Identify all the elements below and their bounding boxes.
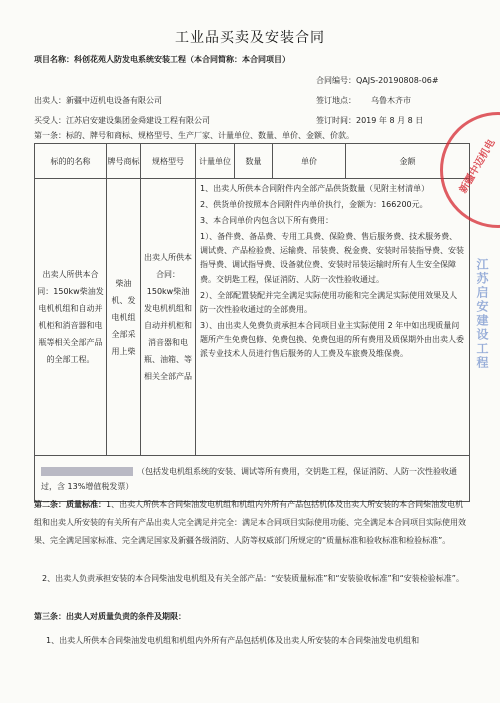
goods-table [34,143,470,502]
sign-place-label: 签订地点： [316,96,356,105]
header-brand: 牌号商标 [107,144,141,179]
header-unit-price: 单价 [273,144,346,179]
buyer: 买受人：江苏启安建设集团金舜建设工程有限公司 [34,116,210,125]
term-item: 2）、全部配置装配并完全满足实际使用功能和完全满足实际使用效果及人防一次性验收通过的全部费用。 [200,290,458,314]
total-text: （包括发电机组系统的安装、调试等所有费用，交钥匙工程，保证消防、人防一次性验收通过，含 13%增值税发票） [41,466,457,491]
brand-cell: 柴油机、发电机组全部采用上柴 [107,179,141,456]
clause1-heading: 第一条：标的、牌号和商标、规格型号、生产厂家、计量单位、数量、单价、金额、价款。 [34,131,354,140]
header-unit: 计量单位 [196,144,235,179]
total-row [35,456,470,502]
seal-text: 新疆中迈机电 [457,137,498,196]
sign-time: 签订时间：2019 年 8 月 8 日 [316,116,424,125]
term-item: 1、出卖人所供本合同附件内全部产品供货数量（见附主材清单） [200,184,430,193]
contract-number: 合同编号：QAJS-20190808-06# [316,76,439,85]
header-spec: 规格型号 [141,144,196,179]
clause2-paragraph-2 [34,570,470,588]
term-item: 3、本合同单价内包含以下所有费用： [200,216,334,226]
spec-cell: 出卖人所供本合同：150kw柴油发电机机组和自动并机柜和消音器和电瓶、油箱、等相关全部产品 [141,179,196,456]
term-item: 2、供货单价按照本合同附件内单价执行，金额为：166200元。 [200,200,428,210]
header-subject: 标的的名称 [35,144,107,179]
clause3-text: 1、出卖人所供本合同柴油发电机组和机组内外所有产品包括机体及出卖人所安装的本合同柴油发电机组和 [46,636,420,645]
project-name: 项目名称：科创花苑人防发电系统安装工程（本合同简称：本合同项目） [34,55,290,64]
header-quantity: 数量 [235,144,273,179]
header-amount: 金额 [346,144,470,179]
redaction-block [41,467,133,476]
term-item: 1）、备件费、备品费、专用工具费、保险费、售后服务费、技术服务费、调试费、产品检验费、运输费、吊装费、税金费、安装时吊装指导费、安装指导费、调试指导费、设备就位费、安装时吊装运输时所有人生安全保障费。交钥匙工程，保证消防、人防一次性验收通过。 [200,232,464,284]
subject-cell: 出卖人所供本合同：150kw柴油发电机机组和自动并机柜和消音器和电瓶等相关全部产品的全部工程。 [35,179,107,456]
seller: 出卖人：新疆中迈机电设备有限公司 [34,96,162,105]
terms-cell [196,179,470,456]
clause2-heading: 第二条：质量标准： [34,500,106,509]
side-seal-text: 江苏启安建设工程 [475,258,489,370]
clause2-paragraph-1 [34,496,470,550]
clause2-text-2: 2、出卖人负责承担安装的本合同柴油发电机组及有关全部产品：“安装质量标准”和“安装验收标准”和“安装检验标准”。 [42,574,464,583]
term-item: 3）、由出卖人免费负责承担本合同项目业主实际使用 2 年中如出现质量问题所产生免费包修、免费包换、免费包退的所有费用及质保期外由出卖人委派专业技术人员进行售后服务的人工费及车旅费及维保费。 [200,320,464,359]
page-title: 工业品买卖及安装合同 [175,30,325,46]
clause3-heading: 第三条：出卖人对质量负责的条件及期限： [34,612,186,621]
clause2-text-1: 1、出卖人所供本合同柴油发电机组和机组内外所有产品包括机体及出卖人所安装的本合同柴油发电机组和出卖人所安装的有关所有产品出卖人完全满足并完全：满足本合同项目实际使用功能、完全满足本合同项目实际使用效果、完全满足国家标准、完全满足国家及新疆各级消防、人防等权威部门所规定的“质量标准和验收标准和检验标准”。 [34,500,466,545]
sign-place: 乌鲁木齐市 [371,96,411,105]
